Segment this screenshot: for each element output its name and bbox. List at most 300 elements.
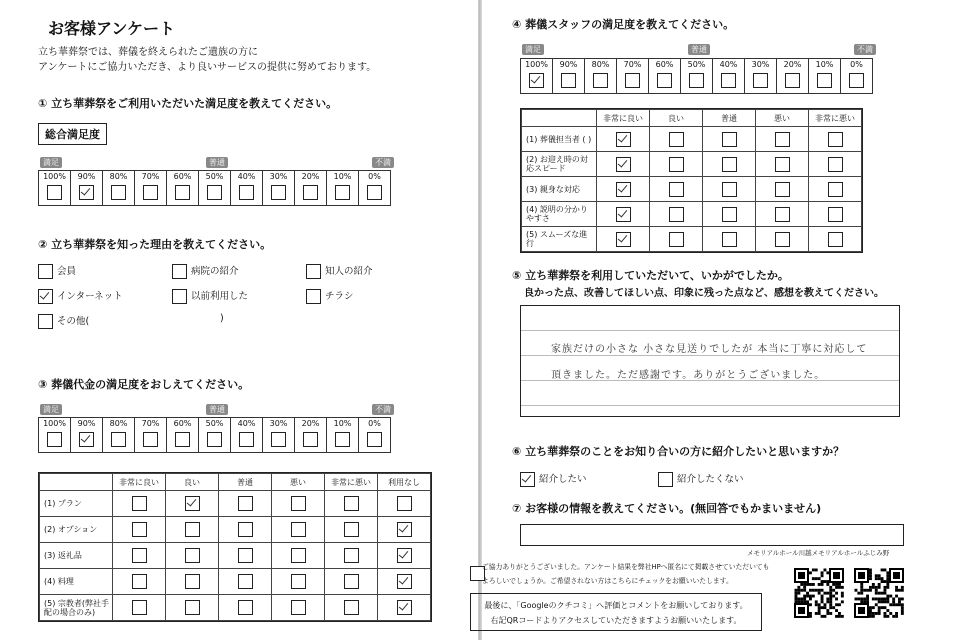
left-q3-option: [359, 418, 391, 453]
left-q3-option-label: 100%: [43, 419, 66, 428]
q2-option-label: 病院の紹介: [191, 266, 239, 277]
matrix-checkbox[interactable]: [291, 522, 306, 537]
matrix-cell: [756, 127, 809, 152]
matrix-col-header: 良い: [166, 474, 219, 491]
matrix-checkbox[interactable]: [616, 157, 631, 172]
matrix-checkbox[interactable]: [132, 496, 147, 511]
matrix-cell: [113, 569, 166, 595]
left-q3-option-label: 40%: [237, 419, 256, 428]
right-q4-checkbox[interactable]: [657, 73, 672, 88]
matrix-cell: [809, 227, 862, 252]
q2-option[interactable]: [306, 263, 373, 279]
left-q1-checkbox[interactable]: [271, 185, 286, 200]
matrix-row-label: (5) スムーズな進行: [522, 227, 597, 252]
q1-subtitle: 総合満足度: [38, 123, 107, 145]
q2-checkbox[interactable]: [306, 264, 321, 279]
q3-head-dissatisfied: 不満: [372, 404, 394, 415]
q2-checkbox[interactable]: [38, 264, 53, 279]
matrix-row-label: (1) プラン: [40, 491, 113, 517]
matrix-cell: [597, 177, 650, 202]
left-q3-checkbox[interactable]: [335, 432, 350, 447]
matrix-cell: [166, 569, 219, 595]
left-q3-option-label: 0%: [368, 419, 381, 428]
left-q1-option: [199, 171, 231, 206]
right-q4-option: [553, 59, 585, 94]
q2-option-label: 以前利用した: [191, 291, 249, 302]
q1-label: ① 立ち華葬祭をご利用いただいた満足度を教えてください。: [38, 97, 338, 110]
matrix-cell: [650, 152, 703, 177]
right-q4-checkbox[interactable]: [625, 73, 640, 88]
matrix-checkbox[interactable]: [669, 207, 684, 222]
left-q3-checkbox[interactable]: [239, 432, 254, 447]
matrix-cell: [650, 127, 703, 152]
matrix-row-label: (5) 宗教者(弊社手配の場合のみ): [40, 595, 113, 621]
matrix-row: [522, 127, 862, 152]
matrix-checkbox[interactable]: [397, 548, 412, 563]
matrix-checkbox[interactable]: [828, 157, 843, 172]
left-q3-option-label: 30%: [269, 419, 288, 428]
intro-line-2: アンケートにご協力いただき、より良いサービスの提供に努めております。: [38, 62, 377, 73]
left-q1-checkbox[interactable]: [303, 185, 318, 200]
matrix-corner: [40, 474, 113, 491]
matrix-checkbox[interactable]: [238, 496, 253, 511]
matrix-cell: [809, 127, 862, 152]
matrix-checkbox[interactable]: [344, 600, 359, 615]
q1-head-neutral: 普通: [206, 157, 228, 168]
consent-text: [482, 560, 769, 588]
matrix-col-header: 悪い: [272, 474, 325, 491]
left-q1-option: [71, 171, 103, 206]
matrix-checkbox[interactable]: [344, 496, 359, 511]
q4-matrix: [520, 108, 863, 253]
matrix-row-label: (4) 料理: [40, 569, 113, 595]
matrix-cell: [113, 595, 166, 621]
left-q1-option-label: 0%: [368, 172, 381, 181]
matrix-checkbox[interactable]: [344, 522, 359, 537]
left-q3-option: [167, 418, 199, 453]
matrix-cell: [756, 152, 809, 177]
q5-label: ⑤ 立ち華葬祭を利用していただいて、いかがでしたか。: [512, 269, 789, 282]
matrix-cell: [113, 543, 166, 569]
matrix-row-label: (2) オプション: [40, 517, 113, 543]
q4-head-dissatisfied: 不満: [854, 44, 876, 55]
q3-label: ③ 葬儀代金の満足度をおしえてください。: [38, 378, 250, 391]
matrix-cell: [325, 595, 378, 621]
matrix-row: [522, 152, 862, 177]
q4-head-neutral: 普通: [688, 44, 710, 55]
matrix-col-header: 利用なし: [378, 474, 431, 491]
q6-label: ⑥ 立ち華葬祭のことをお知り合いの方に紹介したいと思いますか？: [512, 445, 845, 458]
q3-head-satisfied: 満足: [40, 404, 62, 415]
qr-code-icon[interactable]: [854, 568, 904, 618]
matrix-row: [40, 595, 431, 621]
right-q4-checkbox[interactable]: [561, 73, 576, 88]
q7-label: ⑦ お客様の情報を教えてください。(無回答でもかまいません): [512, 502, 822, 515]
matrix-checkbox[interactable]: [132, 522, 147, 537]
matrix-checkbox[interactable]: [132, 548, 147, 563]
q2-option-label: その他(: [57, 316, 90, 327]
right-q4-option-label: 70%: [623, 60, 642, 69]
matrix-checkbox[interactable]: [132, 600, 147, 615]
matrix-checkbox[interactable]: [722, 207, 737, 222]
left-q3-option: [71, 418, 103, 453]
matrix-checkbox[interactable]: [616, 182, 631, 197]
right-q4-option: [521, 59, 553, 94]
matrix-checkbox[interactable]: [185, 548, 200, 563]
matrix-checkbox[interactable]: [669, 157, 684, 172]
right-q4-option: [585, 59, 617, 94]
left-page: [0, 0, 478, 640]
right-q4-option-label: 100%: [525, 60, 548, 69]
q6-option[interactable]: [658, 471, 744, 487]
page-title: お客様アンケート: [48, 19, 176, 38]
matrix-cell: [219, 491, 272, 517]
q2-checkbox[interactable]: [172, 264, 187, 279]
left-q3-checkbox[interactable]: [111, 432, 126, 447]
q5-sub: 良かった点、改善してほしい点、印象に残った点など、感想を教えてください。: [524, 288, 884, 299]
left-q1-checkbox[interactable]: [175, 185, 190, 200]
right-q4-checkbox[interactable]: [721, 73, 736, 88]
matrix-checkbox[interactable]: [344, 574, 359, 589]
matrix-cell: [650, 227, 703, 252]
matrix-row-label: (2) お迎え時の対応スピード: [522, 152, 597, 177]
right-q4-checkbox[interactable]: [849, 73, 864, 88]
right-q4-option-label: 20%: [783, 60, 802, 69]
left-q1-checkbox[interactable]: [47, 185, 62, 200]
q2-option-label: チラシ: [325, 291, 354, 302]
right-page: [482, 0, 960, 640]
right-q4-option: [745, 59, 777, 94]
left-q1-option-label: 80%: [109, 172, 128, 181]
matrix-col-header: 普通: [703, 110, 756, 127]
matrix-cell: [378, 491, 431, 517]
right-q4-option: [713, 59, 745, 94]
matrix-cell: [756, 227, 809, 252]
matrix-checkbox[interactable]: [775, 232, 790, 247]
matrix-checkbox[interactable]: [238, 600, 253, 615]
right-q4-option-label: 10%: [815, 60, 834, 69]
matrix-row: [522, 177, 862, 202]
q2-checkbox[interactable]: [38, 314, 53, 329]
matrix-cell: [378, 543, 431, 569]
google-line-1: 最後に、「Googleのクチコミ」へ評価とコメントをお願いしております。: [484, 601, 748, 610]
matrix-checkbox[interactable]: [828, 132, 843, 147]
matrix-cell: [703, 202, 756, 227]
matrix-checkbox[interactable]: [616, 232, 631, 247]
google-line-2: 右記QRコードよりアクセスしていただきますようお願いいたします。: [490, 616, 742, 625]
q2-option[interactable]: [38, 313, 89, 329]
matrix-checkbox[interactable]: [722, 157, 737, 172]
footer-org: メモリアルホール川越メモリアルホールふじみ野: [747, 549, 890, 557]
left-q1-option: [231, 171, 263, 206]
q5-answer-line-1: 家族だけの小さな 小さな見送りでしたが 本当に丁寧に対応して: [551, 344, 868, 355]
matrix-cell: [809, 202, 862, 227]
left-q1-checkbox[interactable]: [239, 185, 254, 200]
qr-code-icon[interactable]: [794, 568, 844, 618]
matrix-cell: [219, 569, 272, 595]
matrix-checkbox[interactable]: [291, 496, 306, 511]
left-q1-checkbox[interactable]: [335, 185, 350, 200]
right-q4-option-label: 80%: [591, 60, 610, 69]
matrix-checkbox[interactable]: [185, 522, 200, 537]
q2-checkbox[interactable]: [306, 289, 321, 304]
matrix-corner: [522, 110, 597, 127]
matrix-col-header: 非常に悪い: [809, 110, 862, 127]
q1-head-satisfied: 満足: [40, 157, 62, 168]
matrix-cell: [756, 202, 809, 227]
matrix-cell: [325, 569, 378, 595]
left-q1-option: [135, 171, 167, 206]
left-q1-option: [359, 171, 391, 206]
q2-option[interactable]: [38, 288, 123, 304]
left-q1-option-label: 90%: [77, 172, 96, 181]
matrix-checkbox[interactable]: [291, 574, 306, 589]
matrix-cell: [597, 202, 650, 227]
left-q3-option-label: 70%: [141, 419, 160, 428]
left-q3-checkbox[interactable]: [367, 432, 382, 447]
matrix-checkbox[interactable]: [397, 574, 412, 589]
left-q3-checkbox[interactable]: [47, 432, 62, 447]
matrix-row: [522, 202, 862, 227]
matrix-cell: [113, 517, 166, 543]
left-q1-option: [39, 171, 71, 206]
matrix-cell: [378, 517, 431, 543]
matrix-checkbox[interactable]: [722, 132, 737, 147]
matrix-cell: [597, 227, 650, 252]
left-q1-option-label: 10%: [333, 172, 352, 181]
matrix-col-header: 良い: [650, 110, 703, 127]
matrix-checkbox[interactable]: [669, 232, 684, 247]
right-q4-checkbox[interactable]: [817, 73, 832, 88]
matrix-col-header: 非常に良い: [113, 474, 166, 491]
right-q4-checkbox[interactable]: [753, 73, 768, 88]
left-q3-checkbox[interactable]: [143, 432, 158, 447]
left-q1-checkbox[interactable]: [207, 185, 222, 200]
matrix-row: [40, 543, 431, 569]
left-q1-option-label: 70%: [141, 172, 160, 181]
left-q3-checkbox[interactable]: [303, 432, 318, 447]
matrix-checkbox[interactable]: [616, 207, 631, 222]
q2-option-label: インターネット: [57, 291, 123, 302]
matrix-cell: [325, 543, 378, 569]
q5-answer-line-2: 頂きました。ただ感謝です。ありがとうございました。: [551, 370, 826, 381]
left-q3-checkbox[interactable]: [207, 432, 222, 447]
left-q3-option-label: 80%: [109, 419, 128, 428]
left-q3-option-label: 10%: [333, 419, 352, 428]
q4-scale: [520, 58, 873, 94]
matrix-cell: [272, 517, 325, 543]
right-q4-checkbox[interactable]: [529, 73, 544, 88]
matrix-row-label: (3) 返礼品: [40, 543, 113, 569]
matrix-cell: [166, 595, 219, 621]
matrix-cell: [166, 491, 219, 517]
left-q1-option-label: 40%: [237, 172, 256, 181]
left-q1-option: [103, 171, 135, 206]
q5-answer-box: [520, 305, 900, 417]
matrix-cell: [809, 177, 862, 202]
matrix-cell: [650, 177, 703, 202]
q3-matrix: [38, 472, 432, 622]
q2-other-close: ): [220, 313, 224, 324]
matrix-cell: [378, 595, 431, 621]
matrix-col-header: 普通: [219, 474, 272, 491]
q2-option[interactable]: [172, 263, 239, 279]
left-q1-checkbox[interactable]: [367, 185, 382, 200]
right-q4-option-label: 50%: [687, 60, 706, 69]
matrix-checkbox[interactable]: [238, 522, 253, 537]
left-q3-option: [135, 418, 167, 453]
right-q4-option: [841, 59, 873, 94]
matrix-checkbox[interactable]: [616, 132, 631, 147]
matrix-cell: [650, 202, 703, 227]
left-q1-option: [327, 171, 359, 206]
matrix-checkbox[interactable]: [397, 600, 412, 615]
matrix-cell: [219, 595, 272, 621]
q6-option-label: 紹介したい: [539, 474, 587, 485]
left-q1-option: [263, 171, 295, 206]
right-q4-checkbox[interactable]: [593, 73, 608, 88]
left-q1-checkbox[interactable]: [143, 185, 158, 200]
q3-scale: [38, 417, 391, 453]
left-q3-option-label: 20%: [301, 419, 320, 428]
matrix-cell: [597, 127, 650, 152]
matrix-row: [40, 569, 431, 595]
matrix-checkbox[interactable]: [669, 182, 684, 197]
matrix-cell: [703, 127, 756, 152]
left-q1-option-label: 30%: [269, 172, 288, 181]
matrix-checkbox[interactable]: [775, 182, 790, 197]
q2-option[interactable]: [306, 288, 354, 304]
left-q3-option-label: 60%: [173, 419, 192, 428]
matrix-checkbox[interactable]: [669, 132, 684, 147]
matrix-checkbox[interactable]: [185, 600, 200, 615]
matrix-checkbox[interactable]: [397, 522, 412, 537]
matrix-cell: [325, 517, 378, 543]
left-q3-checkbox[interactable]: [79, 432, 94, 447]
consent-line-2: よろしいでしょうか。ご希望されない方はこちらにチェックをお願いいたします。: [482, 577, 733, 585]
right-q4-option: [681, 59, 713, 94]
matrix-cell: [809, 152, 862, 177]
q2-option-label: 会員: [57, 266, 77, 277]
matrix-checkbox[interactable]: [291, 600, 306, 615]
right-q4-checkbox[interactable]: [785, 73, 800, 88]
q4-head-satisfied: 満足: [522, 44, 544, 55]
matrix-cell: [378, 569, 431, 595]
matrix-cell: [219, 543, 272, 569]
left-q1-option-label: 20%: [301, 172, 320, 181]
left-q3-option: [263, 418, 295, 453]
matrix-checkbox[interactable]: [132, 574, 147, 589]
matrix-cell: [597, 152, 650, 177]
left-q1-option: [167, 171, 199, 206]
matrix-checkbox[interactable]: [238, 574, 253, 589]
matrix-cell: [272, 595, 325, 621]
q1-head-dissatisfied: 不満: [372, 157, 394, 168]
matrix-cell: [166, 517, 219, 543]
q7-input[interactable]: [520, 524, 904, 546]
matrix-cell: [756, 177, 809, 202]
matrix-checkbox[interactable]: [775, 132, 790, 147]
right-q4-option: [649, 59, 681, 94]
matrix-cell: [166, 543, 219, 569]
right-q4-checkbox[interactable]: [689, 73, 704, 88]
q6-option[interactable]: [520, 471, 587, 487]
q6-checkbox[interactable]: [658, 472, 673, 487]
right-q4-option: [809, 59, 841, 94]
q2-option-label: 知人の紹介: [325, 266, 373, 277]
left-q3-option: [199, 418, 231, 453]
q6-option-label: 紹介したくない: [677, 474, 744, 485]
matrix-row: [40, 517, 431, 543]
q2-option[interactable]: [38, 263, 76, 279]
matrix-col-header: 非常に悪い: [325, 474, 378, 491]
left-q3-option: [103, 418, 135, 453]
q6-checkbox[interactable]: [520, 472, 535, 487]
matrix-checkbox[interactable]: [828, 207, 843, 222]
matrix-checkbox[interactable]: [722, 182, 737, 197]
matrix-checkbox[interactable]: [775, 157, 790, 172]
matrix-row: [40, 491, 431, 517]
matrix-cell: [325, 491, 378, 517]
left-q3-checkbox[interactable]: [175, 432, 190, 447]
right-q4-option-label: 90%: [559, 60, 578, 69]
left-q3-option: [231, 418, 263, 453]
matrix-checkbox[interactable]: [397, 496, 412, 511]
matrix-cell: [703, 177, 756, 202]
google-review-box: [470, 593, 762, 631]
matrix-col-header: 悪い: [756, 110, 809, 127]
matrix-cell: [272, 569, 325, 595]
matrix-checkbox[interactable]: [775, 207, 790, 222]
right-q4-option-label: 0%: [850, 60, 863, 69]
matrix-checkbox[interactable]: [238, 548, 253, 563]
left-q1-option-label: 50%: [205, 172, 224, 181]
right-q4-option-label: 40%: [719, 60, 738, 69]
q1-scale: [38, 170, 391, 206]
matrix-checkbox[interactable]: [344, 548, 359, 563]
matrix-checkbox[interactable]: [828, 182, 843, 197]
q2-option[interactable]: [172, 288, 248, 304]
left-q3-option: [327, 418, 359, 453]
left-q1-option: [295, 171, 327, 206]
right-q4-option-label: 30%: [751, 60, 770, 69]
matrix-cell: [703, 152, 756, 177]
matrix-row-label: (1) 葬儀担当者 ( ): [522, 127, 597, 152]
right-q4-option: [777, 59, 809, 94]
matrix-checkbox[interactable]: [185, 574, 200, 589]
matrix-col-header: 非常に良い: [597, 110, 650, 127]
consent-line-1: ご協力ありがとうございました。アンケート結果を弊社HPへ匿名にて掲載させていただいても: [482, 563, 770, 571]
matrix-checkbox[interactable]: [291, 548, 306, 563]
matrix-cell: [113, 491, 166, 517]
q2-label: ② 立ち華葬祭を知った理由を教えてください。: [38, 238, 272, 251]
left-q1-option-label: 100%: [43, 172, 66, 181]
matrix-row: [522, 227, 862, 252]
q2-checkbox[interactable]: [172, 289, 187, 304]
left-q1-checkbox[interactable]: [79, 185, 94, 200]
matrix-checkbox[interactable]: [722, 232, 737, 247]
intro-line-1: 立ち華葬祭では、葬儀を終えられたご遺族の方に: [38, 47, 258, 58]
right-q4-option-label: 60%: [655, 60, 674, 69]
left-q1-checkbox[interactable]: [111, 185, 126, 200]
q3-head-neutral: 普通: [206, 404, 228, 415]
left-q3-option-label: 50%: [205, 419, 224, 428]
matrix-checkbox[interactable]: [185, 496, 200, 511]
q2-checkbox[interactable]: [38, 289, 53, 304]
left-q3-checkbox[interactable]: [271, 432, 286, 447]
q4-label: ④ 葬儀スタッフの満足度を教えてください。: [512, 18, 735, 31]
matrix-checkbox[interactable]: [828, 232, 843, 247]
